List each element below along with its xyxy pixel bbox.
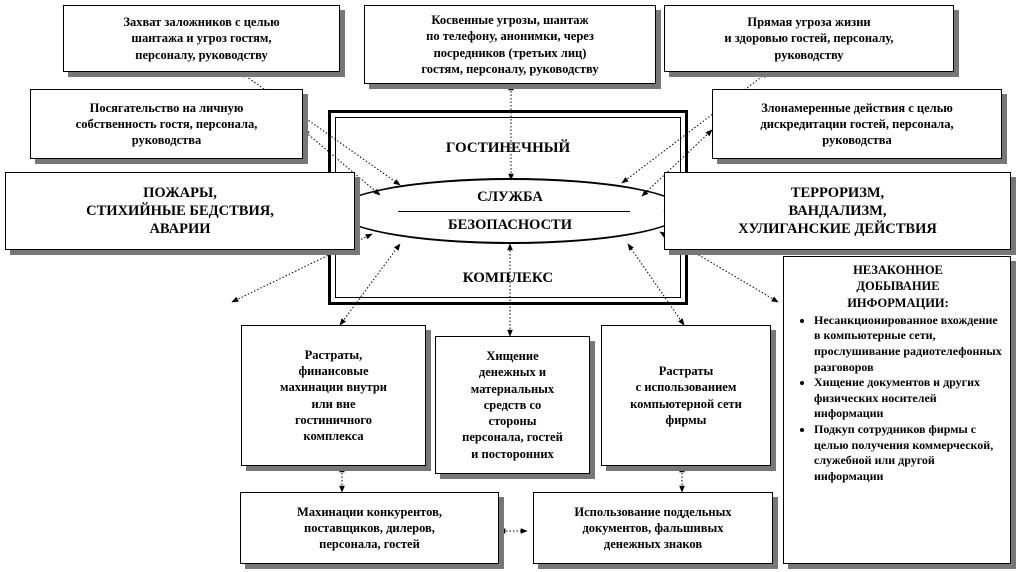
box-terrorism: ТЕРРОРИЗМ, ВАНДАЛИЗМ, ХУЛИГАНСКИЕ ДЕЙСТВИЯ (664, 172, 1011, 250)
hotel-label-top: ГОСТИНЕЧНЫЙ (445, 140, 571, 156)
box-forged: Использование поддельных документов, фальшивых денежных знаков (533, 492, 773, 564)
box-computer: Растраты с использованием компьютерной сети фирмы (601, 325, 771, 466)
box-property: Посягательство на личную собственность гостя, персонала, руководства (30, 89, 303, 159)
box-theft: Хищение денежных и материальных средств со стороны персонала, гостей и посторонних (435, 336, 590, 474)
info-item-documents: • Хищение документов и других физических носителей информации (814, 375, 1004, 422)
box-embezzlement: Растраты, финансовые махинации внутри или вне гостиничного комплекса (241, 325, 426, 466)
hotel-label-bottom: КОМПЛЕКС (462, 270, 554, 286)
box-competitors: Махинации конкурентов, поставщиков, дилеров, персонала, гостей (240, 492, 499, 564)
info-title: НЕЗАКОННОЕ ДОБЫВАНИЕ ИНФОРМАЦИИ: (847, 263, 949, 310)
box-hostage: Захват заложников с целью шантажа и угроз гостям, персоналу, руководству (63, 5, 340, 72)
security-label-2: БЕЗОПАСНОСТИ (447, 217, 573, 233)
box-illegal-information (783, 256, 1011, 564)
box-indirect-threats: Косвенные угрозы, шантаж по телефону, анонимки, через посредников (третьих лиц) гостям, персоналу, руководству (364, 5, 656, 84)
info-item-bribery: • Подкуп сотрудников фирмы с целью получения коммерческой, служебной или другой информации (814, 422, 1004, 484)
info-item-unauthorized: • Несанкционированное вхождение в компьютерные сети, прослушивание радиотелефонных разговоров (814, 313, 1004, 375)
box-fires: ПОЖАРЫ, СТИХИЙНЫЕ БЕДСТВИЯ, АВАРИИ (5, 172, 355, 250)
security-divider (398, 211, 630, 212)
box-malicious: Злонамеренные действия с целью дискредитации гостей, персонала, руководства (712, 89, 1002, 159)
info-list (792, 313, 1004, 485)
box-direct-threat: Прямая угроза жизни и здоровью гостей, персоналу, руководству (664, 5, 954, 72)
security-label-1: СЛУЖБА (477, 189, 543, 205)
